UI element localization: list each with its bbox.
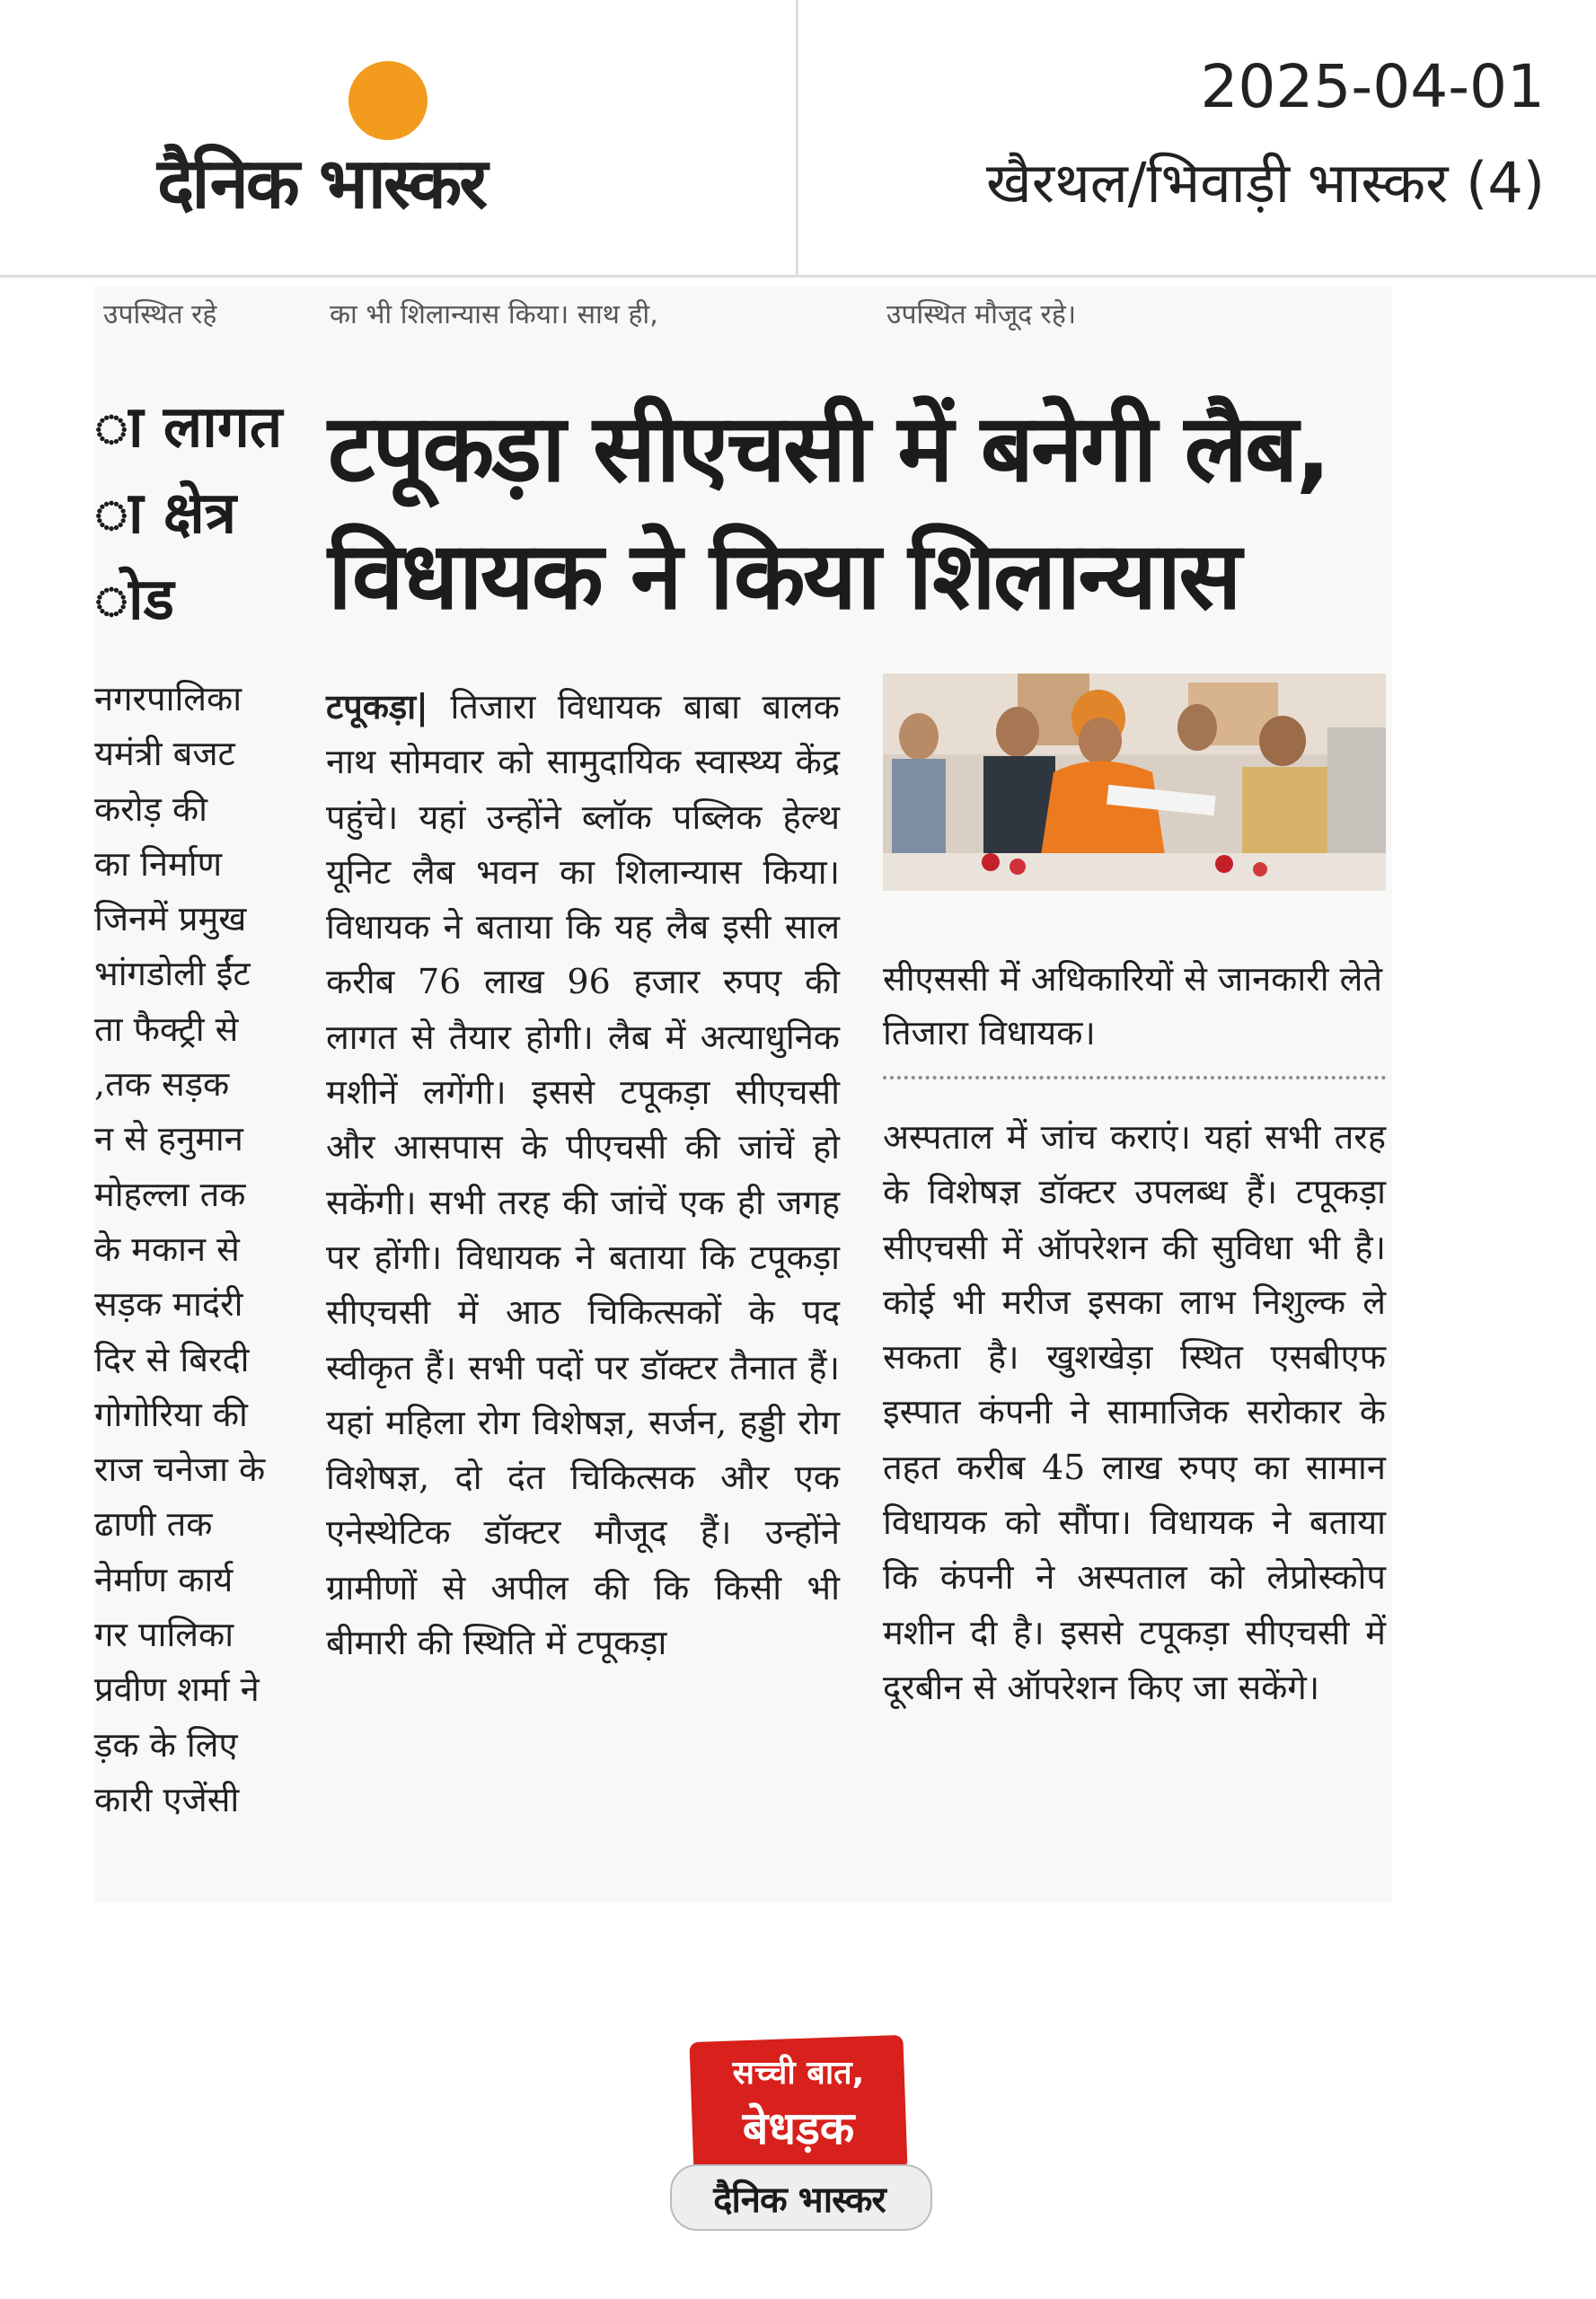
article-headline	[328, 384, 1328, 639]
article-body-column-2	[883, 1110, 1386, 1846]
left-body-line: गोगोरिया की	[94, 1394, 248, 1434]
cut-off-top-text	[94, 295, 1392, 330]
top-strip-text-left: उपस्थित रहे	[103, 299, 217, 330]
left-body-line: नगरपालिका	[94, 679, 242, 718]
badge-brand-name: दैनिक भास्कर	[713, 2180, 886, 2221]
left-body-line: ड़क के लिए	[94, 1724, 238, 1765]
top-strip-text-mid: का भी शिलान्यास किया। साथ ही,	[330, 299, 658, 330]
news-clipping	[94, 286, 1392, 1902]
left-body-line: तक सड़क,	[94, 1064, 230, 1105]
left-body-line: प्रवीण शर्मा ने	[94, 1669, 260, 1710]
publication-date: 2025-04-01	[1200, 52, 1545, 121]
article-body-column-1	[326, 679, 840, 1793]
photo-illustration	[883, 674, 1386, 891]
left-body-line: न से हनुमान	[94, 1119, 243, 1159]
left-body-line: का निर्माण	[94, 843, 223, 884]
left-body-line: यमंत्री बजट	[94, 734, 235, 774]
left-body-line: सड़क मादंरी	[94, 1284, 243, 1325]
badge-tagline-2: बेधड़क	[742, 2102, 855, 2154]
left-body-line: नेर्माण कार्य	[94, 1559, 234, 1599]
badge-tagline-1: सच्ची बात,	[732, 2055, 865, 2092]
left-body-line: भांगडोली ईंट	[94, 954, 251, 994]
left-body-line: दिर से बिरदी	[94, 1339, 250, 1379]
article-photo	[883, 674, 1386, 891]
left-body-line: जिनमें प्रमुख	[94, 899, 247, 939]
top-strip-text-right: उपस्थित मौजूद रहे।	[886, 299, 1077, 330]
left-body-line: ता फैक्ट्री से	[94, 1009, 239, 1049]
left-body-line: के मकान से	[94, 1229, 240, 1269]
left-body-line: राज चनेजा के	[94, 1449, 266, 1490]
newspaper-logo: दैनिक भास्कर	[157, 144, 486, 225]
photo-caption: सीएससी में अधिकारियों से जानकारी लेते तिजारा विधायक।	[883, 959, 1383, 1053]
left-body-line: गर पालिका	[94, 1615, 234, 1655]
left-article-headline	[94, 384, 292, 672]
article-dateline: टपूकड़ा|	[326, 686, 428, 727]
page-header	[0, 0, 1596, 277]
footer-brand-badge	[665, 2039, 934, 2236]
left-body-line: ढाणी तक	[94, 1504, 213, 1545]
headline-line-1: टपूकड़ा सीएचसी में बनेगी लैब,	[328, 393, 1328, 503]
left-body-line: कारी एजेंसी	[94, 1779, 240, 1819]
left-article-body	[94, 672, 290, 1819]
article-body-text: तिजारा विधायक बाबा बालक नाथ सोमवार को सामुदायिक स्वास्थ्य केंद्र पहुंचे। यहां उन्होंने ब्लॉक पब्लिक हेल्थ यूनिट लैब भवन का शिलान्यास किया। विधायक ने बताया कि यह लैब इसी साल करीब 76 लाख 96 हजार रुपए की लागत से तैयार होगी। लैब में अत्याधुनिक मशीनें लगेंगी। इससे टपूकड़ा सीएचसी और आसपास के पीएचसी की जांचें हो सकेंगी। सभी तरह की जांचें एक ही जगह पर होंगी। विधायक ने बताया कि टपूकड़ा सीएचसी में आठ चिकित्सकों के पद स्वीकृत हैं। सभी पदों पर डॉक्टर तैनात हैं। यहां महिला रोग विशेषज्ञ, सर्जन, हड्डी रोग विशेषज्ञ, दो दंत चिकित्सक और एक एनेस्थेटिक डॉक्टर मौजूद हैं। उन्होंने ग्रामीणों से अपील की कि किसी भी बीमारी की स्थिति में टपूकड़ा	[326, 687, 840, 1663]
article-body-continued: अस्पताल में जांच कराएं। यहां सभी तरह के विशेषज्ञ डॉक्टर उपलब्ध हैं। टपूकड़ा सीएचसी में ऑपरेशन की सुविधा भी है। कोई भी मरीज इसका लाभ निशुल्क ले सकता है। खुशखेड़ा स्थित एसबीएफ इस्पात कंपनी ने सामाजिक सरोकार के तहत करीब 45 लाख रुपए का सामान विधायक को सौंपा। विधायक ने बताया कि कंपनी ने अस्पताल को लेप्रोस्कोप मशीन दी है। इससे टपूकड़ा सीएचसी में दूरबीन से ऑपरेशन किए जा सकेंगे।	[883, 1117, 1386, 1707]
header-divider	[796, 0, 798, 275]
sun-logo-icon	[348, 61, 428, 140]
dotted-separator	[883, 1076, 1386, 1079]
left-headline-line: ोड	[94, 567, 174, 633]
left-headline-line: ा लागत	[94, 394, 283, 461]
publication-edition: खैरथल/भिवाड़ी भास्कर (4)	[986, 150, 1545, 216]
left-body-line: करोड़ की	[94, 788, 208, 829]
headline-line-2: विधायक ने किया शिलान्यास	[328, 521, 1239, 630]
left-headline-line: ा क्षेत्र	[94, 480, 237, 547]
left-body-line: मोहल्ला तक	[94, 1174, 246, 1214]
